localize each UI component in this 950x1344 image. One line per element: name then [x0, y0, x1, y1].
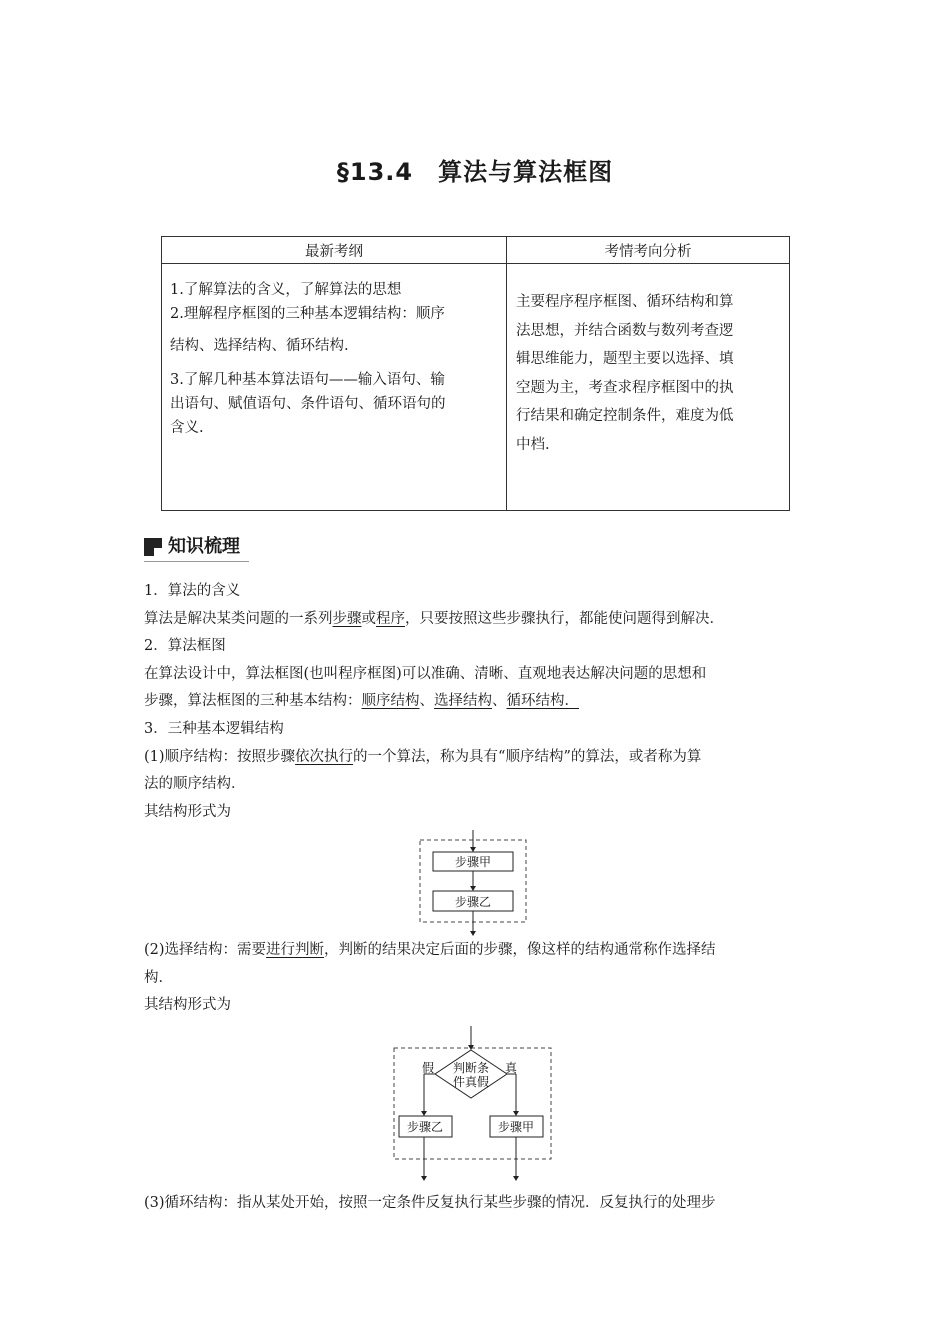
arrowhead [421, 1176, 427, 1181]
paragraph-algorithm-meaning [144, 606, 810, 634]
section-underline [144, 561, 249, 562]
step-box-1-label: 步骤甲 [454, 855, 492, 869]
paragraph-sequence-line [144, 744, 810, 772]
form-label: 其结构形式为 [144, 803, 231, 820]
text-run: 算法是解决某类问题的一系列 [144, 610, 333, 627]
true-label: 真 [504, 1061, 518, 1075]
page-title: §13.4 算法与算法框图 [336, 158, 614, 186]
text-run: ，判断的结果决定后面的步骤，像这样的结构通常称作选择结 [324, 942, 716, 958]
blank-answer: 循环结构． [506, 693, 579, 710]
outline-col2-cell [507, 264, 790, 511]
outline-col2-line: 行结果和确定控制条件，难度为低 [516, 408, 734, 424]
heading-flowchart: 2．算法框图 [144, 638, 226, 655]
decision-label-line2: 件真假 [452, 1075, 490, 1089]
text-run: 步骤，算法框图的三种基本结构： [144, 693, 362, 710]
paragraph-sequence-line: 法的顺序结构． [144, 776, 246, 793]
content-block-2 [144, 937, 810, 1020]
content-block-3 [144, 1190, 810, 1218]
section-heading-label: 知识梳理 [168, 536, 240, 557]
arrowhead [470, 886, 476, 891]
outline-col1-line: 出语句、赋值语句、条件语句、循环语句的 [170, 396, 446, 412]
paragraph-selection-line: 构． [144, 969, 173, 986]
blank-answer: 选择结构 [434, 693, 492, 710]
paragraph-flowchart-line [144, 688, 810, 716]
text-run: ，只要按照这些步骤执行，都能使问题得到解决． [405, 610, 724, 627]
outline-col1-line: 含义. [170, 420, 204, 436]
text-run: 、 [419, 693, 434, 710]
text-run: (2)选择结构：需要 [144, 942, 267, 958]
paragraph-flowchart-line: 在算法设计中，算法框图(也叫程序框图)可以准确、清晰、直观地表达解决问题的思想和 [144, 665, 707, 682]
outline-col1-header: 最新考纲 [162, 237, 507, 264]
step-box-2-label: 步骤乙 [454, 895, 492, 909]
text-run: 、 [492, 693, 507, 710]
blank-answer: 进行判断 [266, 942, 325, 958]
form-label: 其结构形式为 [144, 997, 231, 1014]
blank-answer: 步骤 [332, 610, 362, 627]
outline-col2-line: 中档. [516, 436, 550, 453]
outline-col2-line: 辑思维能力，题型主要以选择、填 [516, 351, 734, 367]
heading-algorithm-meaning: 1．算法的含义 [144, 583, 241, 599]
arrowhead [470, 931, 476, 936]
text-run: (1)顺序结构：按照步骤 [144, 748, 296, 765]
text-run: 或 [361, 610, 376, 627]
blank-answer: 依次执行 [295, 748, 354, 765]
paragraph-selection-line [144, 937, 810, 965]
section-square-icon [144, 538, 162, 556]
sequence-structure-diagram [410, 830, 540, 940]
outline-col1-cell [162, 264, 507, 511]
outline-col1-line: 结构、选择结构、循环结构. [170, 338, 349, 354]
paragraph-loop-line: (3)循环结构：指从某处开始，按照一定条件反复执行某些步骤的情况．反复执行的处理步 [144, 1195, 716, 1211]
heading-three-structures: 3．三种基本逻辑结构 [144, 720, 284, 737]
outline-col2-line: 主要程序程序框图、循环结构和算 [516, 294, 734, 310]
outline-col2-header: 考情考向分析 [507, 237, 790, 264]
false-label: 假 [421, 1061, 435, 1075]
outline-col2-line: 空题为主，考查求程序框图中的执 [516, 379, 734, 396]
outline-col1-line: 3.了解几种基本算法语句——输入语句、输 [170, 372, 445, 388]
step-box-left-label: 步骤乙 [406, 1120, 444, 1134]
text-run: 的一个算法，称为具有“顺序结构”的算法，或者称为算 [353, 748, 702, 765]
arrowhead [513, 1176, 519, 1181]
content-block-1 [144, 578, 810, 826]
selection-structure-diagram [388, 1024, 558, 1186]
outline-table [161, 236, 790, 511]
outline-col1-line: 2.理解程序框图的三种基本逻辑结构：顺序 [170, 306, 445, 322]
step-box-right-label: 步骤甲 [497, 1120, 535, 1134]
arrowhead [470, 847, 476, 852]
outline-col2-line: 法思想，并结合函数与数列考查逻 [516, 322, 734, 339]
decision-label-line1: 判断条 [452, 1061, 490, 1075]
blank-answer: 顺序结构 [361, 693, 420, 710]
arrowhead [421, 1111, 427, 1116]
outline-col1-line: 1.了解算法的含义，了解算法的思想 [170, 282, 402, 298]
arrowhead [513, 1111, 519, 1116]
section-heading [144, 535, 264, 561]
blank-answer: 程序 [376, 610, 405, 627]
